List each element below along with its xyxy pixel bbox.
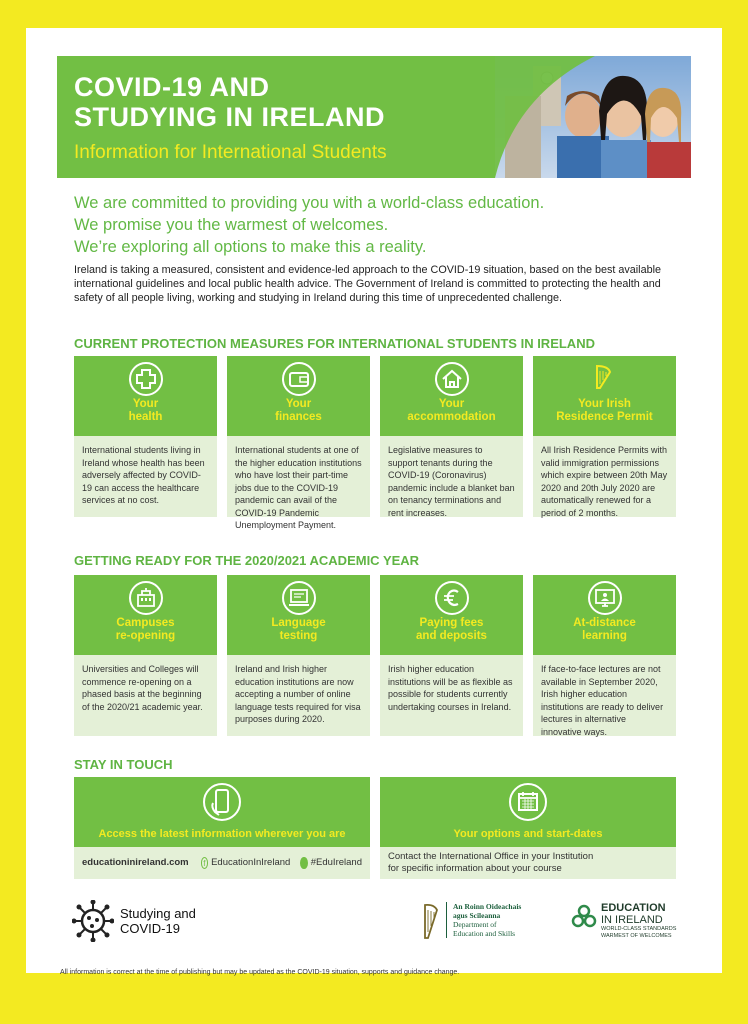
harp-crest-icon [422, 902, 440, 942]
section-heading-protection: CURRENT PROTECTION MEASURES FOR INTERNATIONAL STUDENTS IN IRELAND [74, 336, 595, 351]
education-in-ireland-logo: EDUCATION IN IRELAND WORLD-CLASS STANDARDS WARMEST OF WELCOMES [571, 902, 676, 939]
card-finances: Your finances International students at one of the higher education institutions who have lost their part-time jobs due to the COVID-19 pandemic can avail of the COVID-19 Pandemic Unemployment Payment. [227, 356, 370, 517]
intro-paragraph: Ireland is taking a measured, consistent and evidence-led approach to the COVID-19 situation, based on the best available international guidelines and local public health advice. The Government of Ireland is committed to protecting the health and safety of all people living, working and studying in Ireland during this time of unprecedented challenge. [74, 264, 661, 304]
wallet-icon [282, 362, 316, 396]
footer-disclaimer: All information is correct at the time of publishing but may be updated as the COVID-19 situation, supports and guidance change. [60, 969, 460, 976]
house-icon [435, 362, 469, 396]
section-heading-stay-in-touch: STAY IN TOUCH [74, 757, 173, 772]
laptop-test-icon [282, 581, 316, 615]
hero-title: COVID-19 AND STUDYING IN IRELAND [74, 72, 386, 132]
twitter-link[interactable]: #EduIreland [310, 857, 362, 868]
twitter-icon [300, 857, 307, 869]
department-education-logo: An Roinn Oideachais agus Scileanna Department of Education and Skills [422, 902, 521, 942]
shamrock-icon [571, 904, 597, 930]
hero-subtitle: Information for International Students [74, 142, 387, 163]
calendar-icon [509, 783, 547, 821]
phone-icon [203, 783, 241, 821]
facebook-link[interactable]: EducationInIreland [211, 857, 291, 868]
card-residence-permit: Your Irish Residence Permit All Irish Residence Permits with valid immigration permissions which expire between 20th May 2020 and 20th July 2020 are automatically renewed for a period of 2 months. [533, 356, 676, 517]
students-photo [495, 56, 691, 178]
card-fees-deposits: Paying fees and deposits Irish higher education institutions will be as flexible as possible for students currently undertaking courses in Ireland. [380, 575, 523, 736]
website-link[interactable]: educationinireland.com [82, 857, 189, 868]
remote-learning-icon [588, 581, 622, 615]
options-title: Your options and start-dates [453, 828, 603, 840]
card-accommodation: Your accommodation Legislative measures to support tenants during the COVID-19 (Coronavirus) pandemic include a blanket ban on tenancy terminations and rent increases. [380, 356, 523, 517]
commitment-statements: We are committed to providing you with a world-class education. We promise you the warmest of welcomes. We’re exploring all options to make this a reality. [74, 194, 545, 256]
card-language-testing: Language testing Ireland and Irish higher education institutions are now accepting a number of online language tests required for visa purposes during 2020. [227, 575, 370, 736]
virus-icon [72, 900, 114, 942]
studying-covid-logo: Studying and COVID-19 [72, 900, 196, 942]
euro-icon [435, 581, 469, 615]
section-heading-academic-year: GETTING READY FOR THE 2020/2021 ACADEMIC YEAR [74, 553, 420, 568]
health-cross-icon [129, 362, 163, 396]
card-latest-information [74, 777, 370, 879]
card-distance-learning: At-distance learning If face-to-face lectures are not available in September 2020, Irish higher education institutions are ready to deliver lectures in alternative innovative ways. [533, 575, 676, 736]
latest-information-title: Access the latest information wherever you are [98, 828, 346, 840]
card-health: Your health International students living in Ireland whose health has been adversely affected by COVID-19 can access the healthcare services at no cost. [74, 356, 217, 517]
hero-banner [57, 56, 691, 178]
card-options-start-dates: Your options and start-dates Contact the International Office in your Institution for specific information about your course [380, 777, 676, 879]
facebook-icon: f [201, 857, 208, 869]
card-campuses: Campuses re-opening Universities and Colleges will commence re-opening on a phased basis at the beginning of the 2020/21 academic year. [74, 575, 217, 736]
harp-icon [588, 362, 622, 396]
campus-building-icon [129, 581, 163, 615]
